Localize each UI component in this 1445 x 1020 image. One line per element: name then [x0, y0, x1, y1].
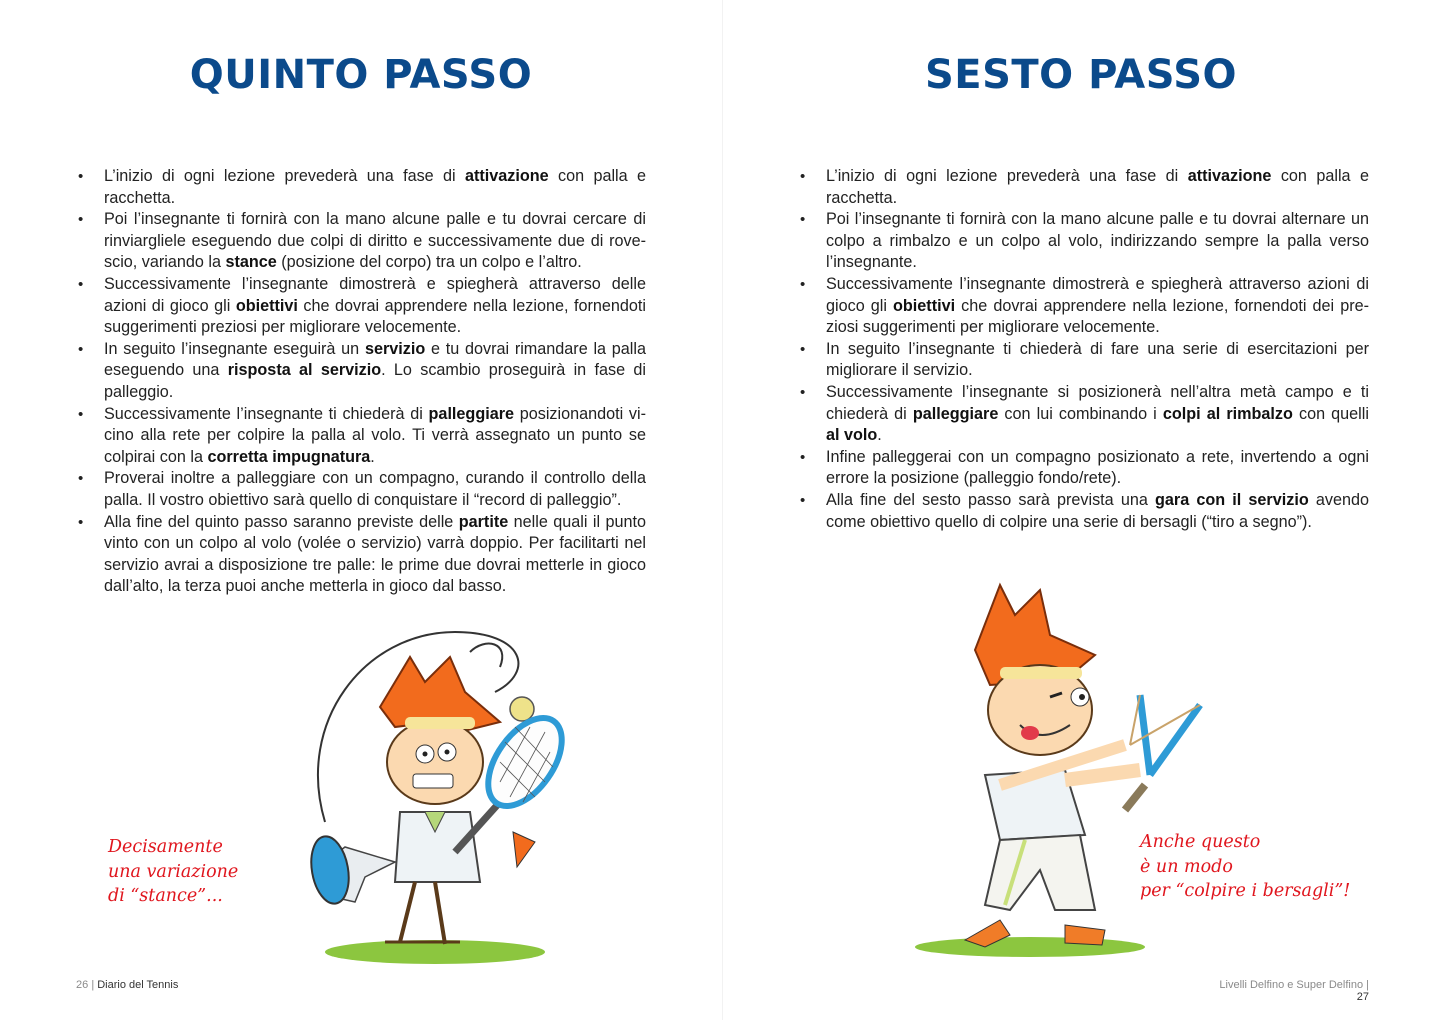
bullet-icon: • [800, 168, 806, 185]
bullet-icon: • [800, 383, 806, 401]
page-title: SESTO PASSO [924, 52, 1238, 98]
footer-separator: | [91, 979, 95, 991]
step-item [797, 382, 1369, 447]
step-text: . Lo scambio proseguirà in fase di palleggio. [104, 361, 646, 401]
tennis-boy-illustration [285, 612, 585, 972]
emphasized-term: attivazione [464, 167, 549, 185]
step-text: Successivamente l’insegnante dimostrerà e spiegherà attraverso delle azioni di gioco gli [104, 274, 646, 315]
bullet-icon: • [800, 448, 806, 466]
emphasized-term: stance [225, 253, 277, 272]
emphasized-term: servizio [364, 339, 426, 358]
step-item [797, 447, 1369, 490]
step-text: Alla fine del quinto passo saranno previste delle [104, 512, 459, 531]
bullet-icon: • [78, 470, 84, 488]
step-text: Successivamente l’insegnante dimostrerà e spiegherà attraverso azioni di gioco gli [826, 274, 1369, 315]
caption [1140, 830, 1350, 904]
step-text: L’inizio di ogni lezione prevederà una fase di [104, 167, 465, 185]
step-text: Poi l’insegnante ti fornirà con la mano alcune palle e tu dovrai alternare un colpo a rimbalzo e un colpo al volo, indirizzando sempre la palla verso l’insegnante. [826, 210, 1369, 272]
book-section: Livelli Delfino e Super Delfino [1219, 979, 1364, 991]
emphasized-term: obiettivi [893, 296, 956, 315]
step-text: Poi l’insegnante ti fornirà con la mano alcune palle e tu dovrai cercare di rinviargliele eseguendo due colpi di diritto e successivamente due di rove-scio, variando la [104, 210, 646, 272]
bullet-icon: • [78, 168, 84, 185]
emphasized-term: partite [458, 512, 509, 531]
step-text: avendo come obiettivo quello di colpire una serie di bersagli (“tiro a segno”). [826, 490, 1369, 531]
emphasized-term: obiettivi [235, 296, 298, 315]
step-text: In seguito l’insegnante ti chiederà di fare una serie di esercitazioni per migliorare il servizio. [826, 339, 1369, 380]
bullet-icon: • [800, 491, 806, 509]
emphasized-term: palleggiare [912, 404, 999, 423]
left-page [0, 0, 722, 1020]
slingshot-boy-illustration [890, 575, 1230, 965]
page-footer [1207, 979, 1369, 1003]
page-title: QUINTO PASSO [189, 52, 533, 98]
caption-line: Decisamente [108, 837, 223, 857]
step-text: In seguito l’insegnante eseguirà un [104, 339, 365, 358]
caption-line: è un modo [1140, 856, 1233, 877]
step-item [75, 166, 646, 209]
step-text: . [877, 426, 882, 445]
step-text: Successivamente l’insegnante si posizionerà nell’altra metà campo e ti chiederà di [826, 382, 1369, 423]
emphasized-term: al volo [826, 426, 878, 445]
step-text: con palla e racchetta. [104, 167, 647, 207]
bullet-icon: • [78, 211, 84, 229]
step-text: con palla e racchetta. [826, 167, 1369, 207]
step-item [75, 404, 646, 469]
emphasized-term: gara con il servizio [1155, 490, 1309, 509]
emphasized-term: corretta impugnatura [207, 447, 371, 466]
bullet-icon: • [800, 275, 806, 293]
step-text: che dovrai apprendere nella lezione, fornendoti suggerimenti preziosi per migliorare velocemente. [104, 296, 646, 337]
emphasized-term: risposta al servizio [227, 361, 382, 380]
step-item [797, 166, 1369, 209]
step-item [75, 209, 646, 274]
step-item [797, 339, 1369, 382]
step-text: Infine palleggerai con un compagno posizionato a rete, invertendo a ogni errore la posizione (palleggio fondo/rete). [826, 447, 1369, 488]
step-text: nelle quali il punto vinto con un colpo al volo (volée o servizio) varrà doppio. Per facilitarti nel servizio avrai a disposizione tre palle: le prime due dovrai metterle in gioco dall’alto, la terza puoi anche metterla in gioco dal basso. [104, 512, 646, 596]
caption-line: Anche questo [1140, 832, 1261, 852]
step-text: . [370, 447, 375, 466]
emphasized-term: colpi al rimbalzo [1162, 404, 1293, 423]
step-item [797, 490, 1369, 533]
bullet-icon: • [78, 405, 84, 423]
step-item [797, 274, 1369, 339]
right-page [723, 0, 1445, 1020]
step-text: posizionandoti vi-cino alla rete per colpire la palla al volo. Ti verrà assegnato un punto se colpirai con la [104, 404, 646, 466]
page-footer [76, 979, 178, 991]
bullet-icon: • [78, 513, 84, 531]
step-text: Alla fine del sesto passo sarà prevista una [826, 490, 1155, 509]
page-number: 26 [76, 979, 89, 991]
emphasized-term: palleggiare [428, 404, 515, 423]
caption-line: per “colpire i bersagli”! [1140, 881, 1351, 901]
step-text: con lui combinando i [998, 404, 1163, 423]
page-number: 27 [1356, 991, 1369, 1003]
caption-line: una variazione [108, 861, 239, 882]
bullet-icon: • [78, 340, 84, 358]
step-item [75, 339, 646, 404]
step-list [75, 166, 646, 598]
step-list [797, 166, 1369, 533]
step-item [75, 468, 646, 511]
caption-line: di “stance”... [108, 886, 223, 906]
caption [108, 835, 238, 909]
footer-separator: | [1366, 979, 1369, 991]
step-text: che dovrai apprendere nella lezione, fornendoti dei pre-ziosi suggerimenti per migliorare velocemente. [826, 296, 1369, 337]
step-text: Proverai inoltre a palleggiare con un compagno, curando il controllo della palla. Il vostro obiettivo sarà quello di conquistare il “record di palleggio”. [104, 469, 646, 509]
step-text: con quelli [1292, 404, 1369, 423]
bullet-icon: • [800, 211, 806, 229]
step-item [75, 274, 646, 339]
emphasized-term: attivazione [1187, 167, 1272, 185]
bullet-icon: • [800, 340, 806, 358]
book-title: Diario del Tennis [97, 979, 179, 991]
step-item [797, 209, 1369, 274]
step-text: (posizione del corpo) tra un colpo e l’altro. [276, 253, 582, 272]
step-text: e tu dovrai rimandare la palla eseguendo una [104, 339, 646, 380]
bullet-icon: • [78, 275, 84, 293]
step-item [75, 512, 646, 598]
step-text: Successivamente l’insegnante ti chiederà di [104, 404, 429, 423]
step-text: L’inizio di ogni lezione prevederà una fase di [826, 167, 1188, 185]
